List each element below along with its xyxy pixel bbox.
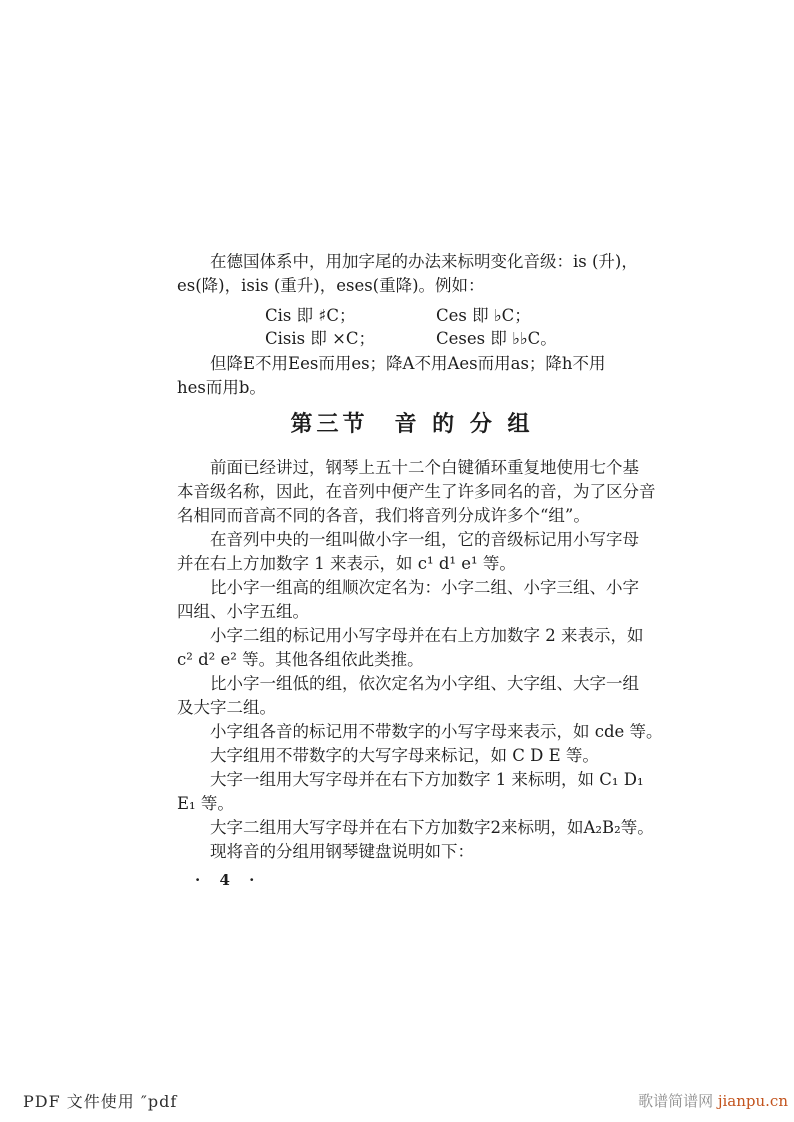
paragraph xyxy=(177,744,647,768)
paragraph xyxy=(177,576,647,624)
section-heading: 第三节 音 的 分 组 xyxy=(290,411,534,437)
text-line: 名相同而音高不同的各音，我们将音列分成许多个“组”。 xyxy=(177,506,590,525)
text-line: 前面已经讲过，钢琴上五十二个白键循环重复地使用七个基 xyxy=(210,458,639,477)
text-line: 但降E不用Ees而用es；降A不用Aes而用as；降h不用 xyxy=(210,354,606,373)
paragraph xyxy=(177,352,647,400)
notation-examples xyxy=(177,304,647,350)
text-line: 比小字一组高的组顺次定名为：小字二组、小字三组、小字 xyxy=(210,578,639,597)
text-line: 大字二组用大写字母并在右下方加数字2来标明，如A₂B₂等。 xyxy=(210,818,654,837)
paragraph xyxy=(177,672,647,720)
text-line: 比小字一组低的组，依次定名为小字组、大字组、大字一组 xyxy=(210,674,639,693)
notation-row xyxy=(265,304,647,327)
notation-cell: Ceses 即 ♭♭C。 xyxy=(436,329,557,348)
page-content xyxy=(177,250,663,892)
text-line: 小字二组的标记用小写字母并在右上方加数字 2 来表示，如 xyxy=(210,626,644,645)
notation-cell: Ces 即 ♭C； xyxy=(436,306,531,325)
paragraph xyxy=(177,456,656,528)
text-line: 在音列中央的一组叫做小字一组，它的音级标记用小写字母 xyxy=(210,530,639,549)
footer-watermark xyxy=(638,1090,788,1111)
paragraph xyxy=(177,816,654,840)
paragraph xyxy=(177,624,647,672)
paragraph xyxy=(177,720,663,744)
text-line: 小字组各音的标记用不带数字的小写字母来表示，如 cde 等。 xyxy=(210,722,663,741)
text-line: 及大字二组。 xyxy=(177,698,276,717)
notation-cell: Cisis 即 ×C； xyxy=(265,329,376,348)
text-line: 并在右上方加数字 1 来表示，如 c¹ d¹ e¹ 等。 xyxy=(177,554,516,573)
footer-site-name: 歌谱简谱网 xyxy=(638,1092,718,1110)
text-line: hes而用b。 xyxy=(177,378,266,397)
text-line: 在德国体系中，用加字尾的办法来标明变化音级：is (升)， xyxy=(210,252,638,271)
footer-site-link[interactable]: jianpu.cn xyxy=(717,1092,788,1110)
paragraph xyxy=(177,250,647,298)
text-line: c² d² e² 等。其他各组依此类推。 xyxy=(177,650,424,669)
paragraph xyxy=(177,840,647,864)
paragraph xyxy=(177,768,647,816)
footer-pdf-note: PDF 文件使用 ″pdf xyxy=(23,1092,178,1111)
text-line: 大字组用不带数字的大写字母来标记，如 C D E 等。 xyxy=(210,746,599,765)
text-line: es(降)，isis (重升)，eses(重降)。例如： xyxy=(177,276,485,295)
text-line: 现将音的分组用钢琴键盘说明如下： xyxy=(210,842,474,861)
notation-row xyxy=(265,327,647,350)
page-number: · 4 · xyxy=(195,871,255,889)
text-line: 本音级名称，因此，在音列中便产生了许多同名的音，为了区分音 xyxy=(177,482,656,501)
notation-cell: Cis 即 ♯C； xyxy=(265,306,356,325)
text-line: 大字一组用大写字母并在右下方加数字 1 来标明，如 C₁ D₁ xyxy=(210,770,644,789)
paragraph xyxy=(177,528,647,576)
text-line: E₁ 等。 xyxy=(177,794,234,813)
text-line: 四组、小字五组。 xyxy=(177,602,309,621)
